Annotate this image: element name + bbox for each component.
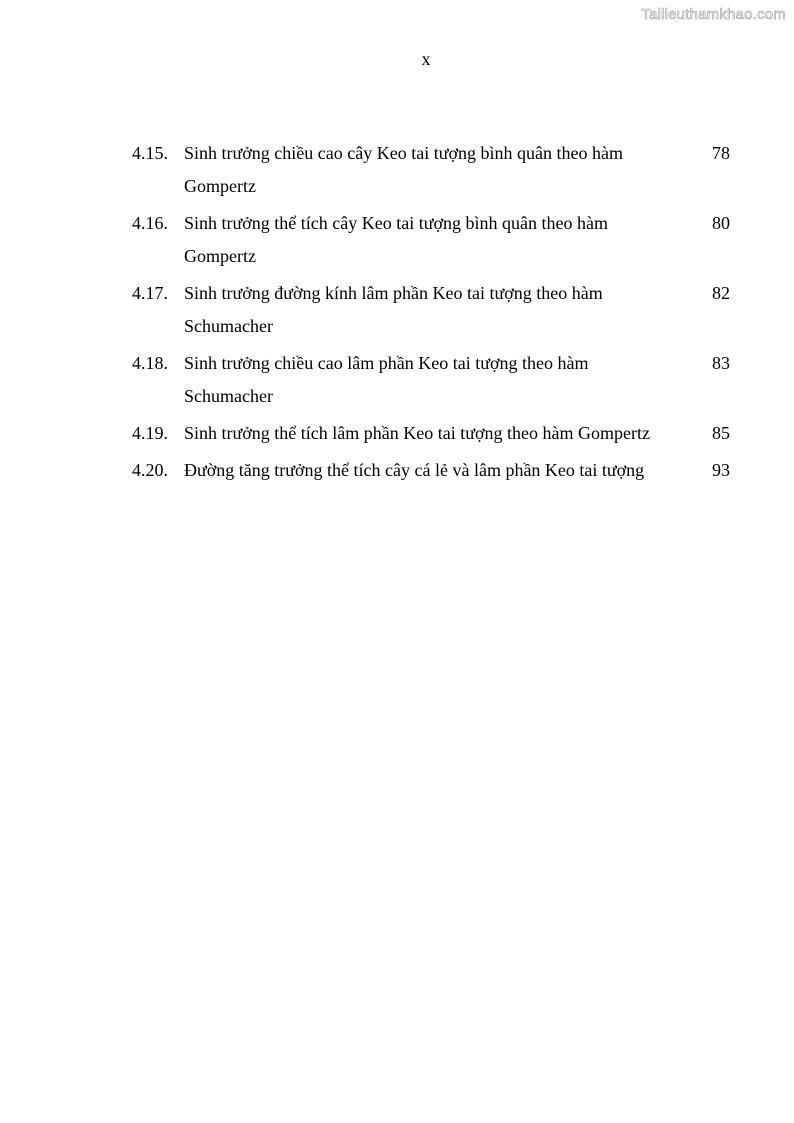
entry-number: 4.20. (132, 460, 168, 480)
entry-title: Sinh trưởng chiều cao cây Keo tai tượng bình quân theo hàm Gompertz (184, 143, 623, 196)
entry-page: 93 (712, 460, 730, 480)
entry-title: Sinh trưởng đường kính lâm phần Keo tai tượng theo hàm Schumacher (184, 283, 603, 336)
entry-page: 82 (712, 283, 730, 303)
entry-page: 80 (712, 213, 730, 233)
entry-page: 78 (712, 143, 730, 163)
toc-entry[interactable] (132, 454, 730, 487)
page-number: x (421, 49, 431, 69)
table-of-figures (132, 137, 730, 491)
entry-page: 83 (712, 353, 730, 373)
toc-entry[interactable] (132, 277, 730, 343)
watermark: Tailieuthamkhao.com (641, 6, 786, 23)
entry-title: Sinh trưởng thể tích lâm phần Keo tai tượng theo hàm Gompertz (184, 423, 650, 443)
entry-number: 4.17. (132, 283, 168, 303)
entry-page: 85 (712, 423, 730, 443)
entry-title: Đường tăng trưởng thể tích cây cá lẻ và lâm phần Keo tai tượng (184, 460, 645, 480)
toc-entry[interactable] (132, 347, 730, 413)
toc-entry[interactable] (132, 137, 730, 203)
entry-number: 4.18. (132, 353, 168, 373)
entry-number: 4.16. (132, 213, 168, 233)
toc-entry[interactable] (132, 207, 730, 273)
toc-entry[interactable] (132, 417, 730, 450)
entry-title: Sinh trưởng thể tích cây Keo tai tượng bình quân theo hàm Gompertz (184, 213, 608, 266)
entry-number: 4.19. (132, 423, 168, 443)
entry-number: 4.15. (132, 143, 168, 163)
entry-title: Sinh trưởng chiều cao lâm phần Keo tai tượng theo hàm Schumacher (184, 353, 589, 406)
